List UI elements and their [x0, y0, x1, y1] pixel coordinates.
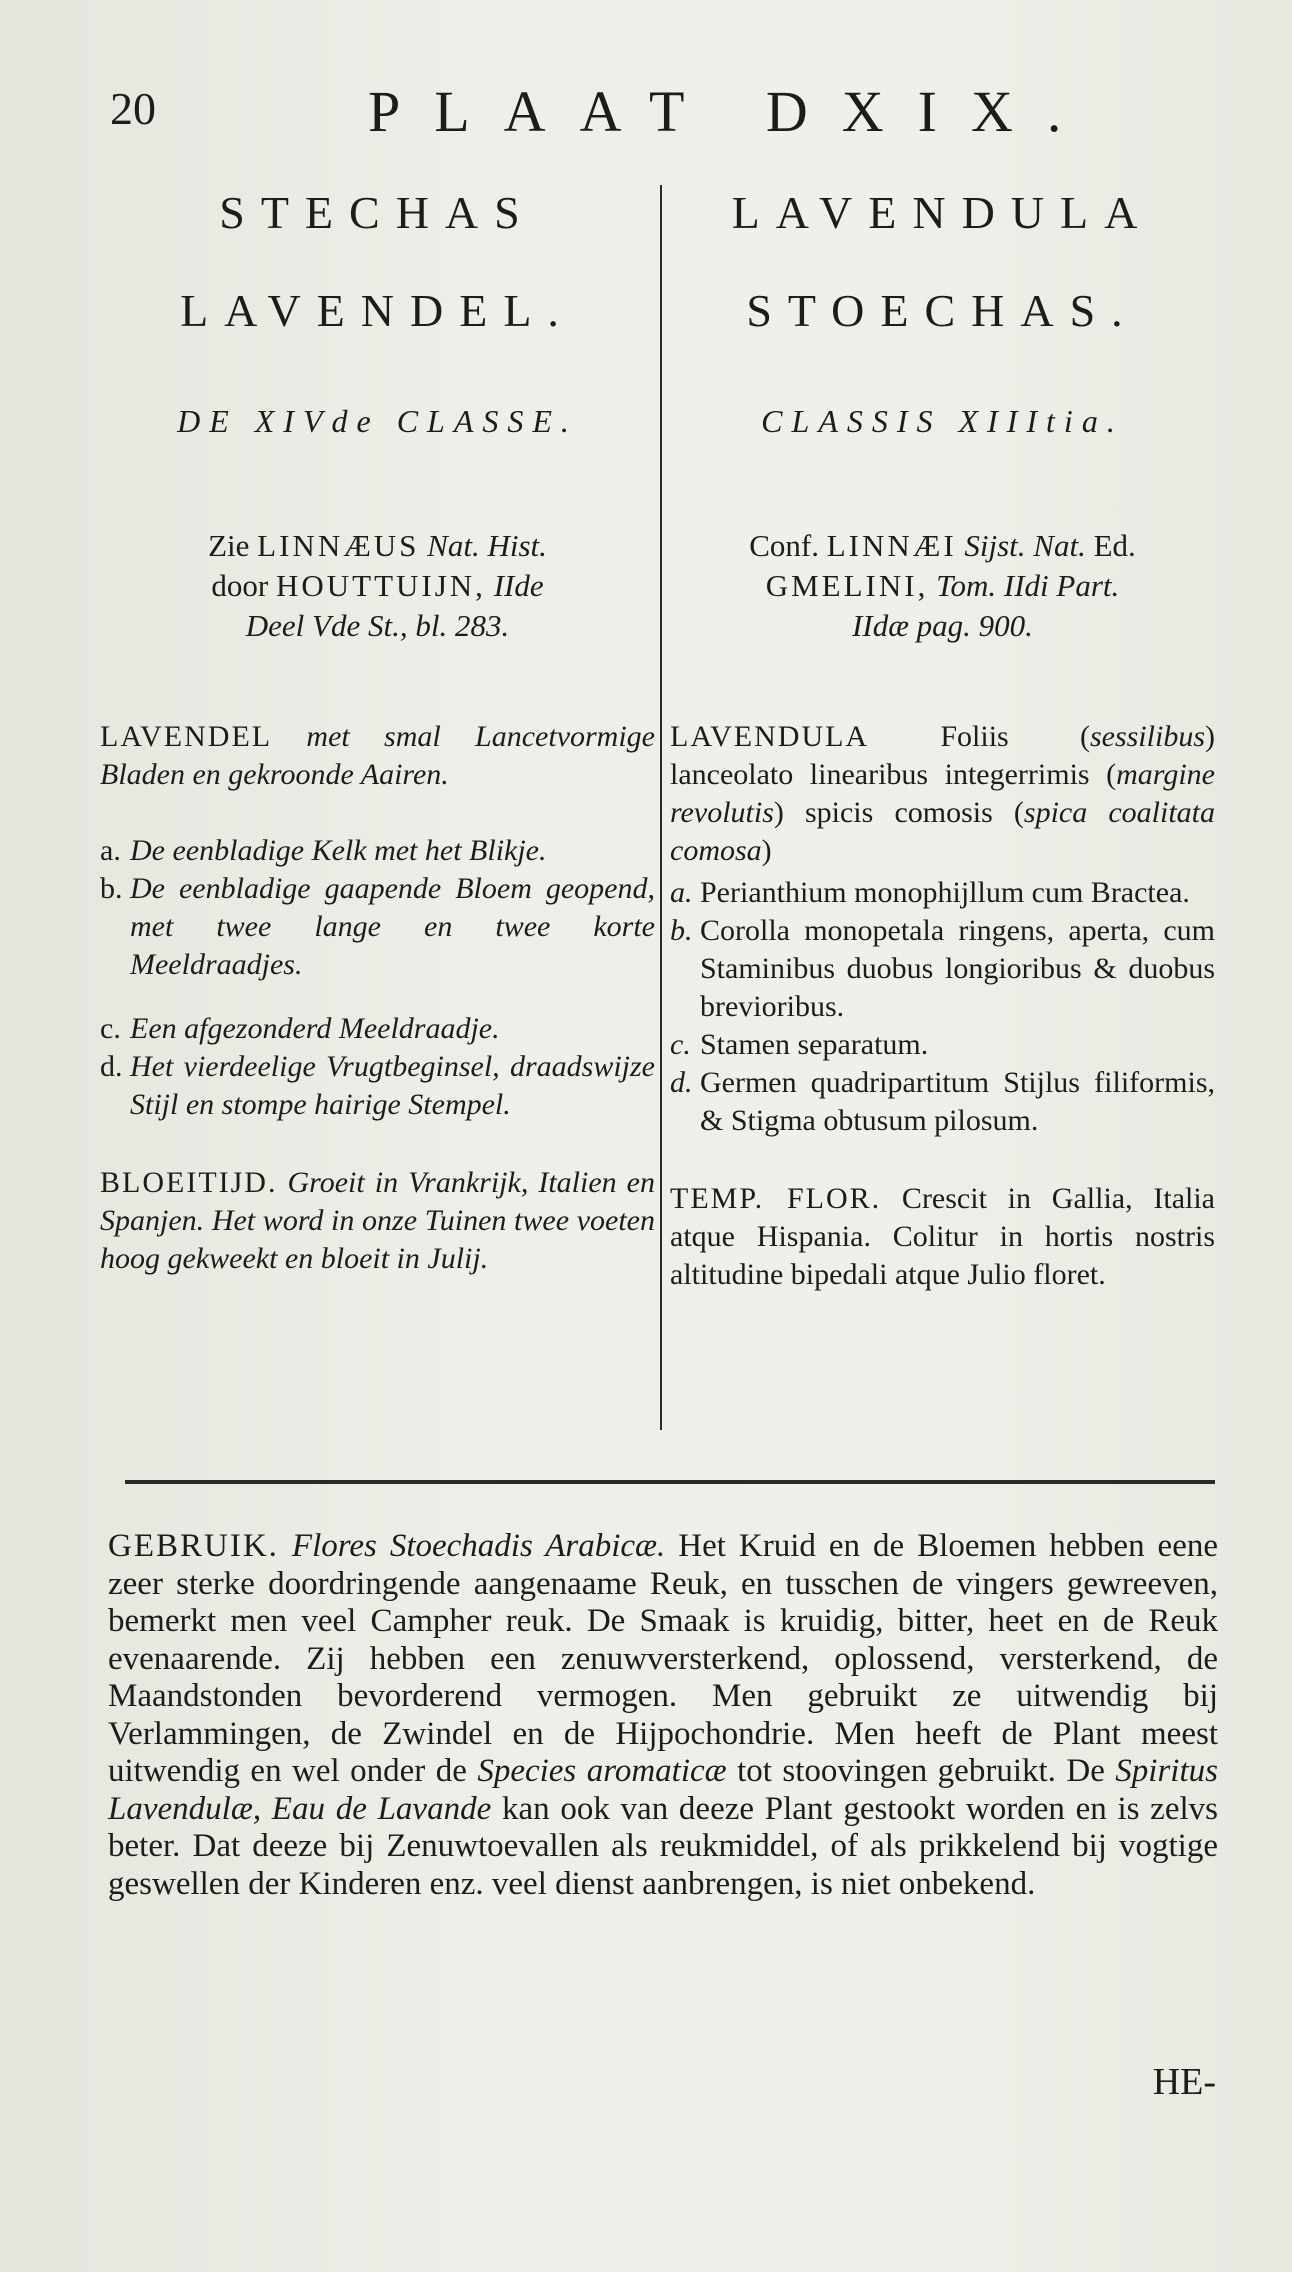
ref-volume: IIde — [485, 568, 544, 603]
desc-italic: margine revolutis — [670, 758, 1215, 829]
desc-genus: LAVENDEL — [100, 720, 273, 753]
ref-author: LINNÆI — [826, 528, 957, 563]
dutch-title-line1: STECHAS — [219, 187, 536, 238]
flowering-label: TEMP. FLOR. — [670, 1182, 882, 1215]
legend-text: Het vierdeelige Vrugtbeginsel, draadswijze Stijl en stompe hairige Stempel. — [130, 1050, 655, 1121]
desc-text: ) spicis comosis ( — [773, 796, 1024, 829]
legend-item — [100, 832, 655, 870]
legend-text: Een afgezonderd Meeldraadje. — [130, 1012, 500, 1045]
latin-title-line2: STOECHAS. — [746, 285, 1139, 336]
legend-label: a. — [670, 876, 693, 909]
legend-item — [100, 1010, 655, 1048]
desc-text: Foliis ( — [869, 720, 1090, 753]
ref-editor: GMELINI, — [765, 568, 929, 603]
legend-text: De eenbladige Kelk met het Blikje. — [130, 834, 547, 867]
dutch-classe: DE XIVde CLASSE. — [177, 403, 578, 439]
legend-text: Perianthium monophijllum cum Bractea. — [700, 876, 1190, 909]
legend-item — [100, 870, 655, 984]
ref-author: HOUTTUIJN, — [275, 568, 486, 603]
legend-text: De eenbladige gaapende Bloem geopend, met twee lange en twee korte Meeldraadjes. — [130, 872, 655, 981]
ref-text: Zie — [208, 528, 258, 563]
flowering-text: Groeit in Vrankrijk, Italien en Spanjen. Het word in onze Tuinen twee voeten hoog gekweekt en bloeit in Julij. — [100, 1166, 655, 1275]
catchword: HE- — [1152, 2061, 1216, 2103]
legend-item — [670, 912, 1215, 1026]
latin-description — [670, 718, 1215, 870]
desc-italic: spica coalitata comosa — [670, 796, 1215, 867]
usage-italic: Species aromaticæ — [477, 1753, 727, 1789]
legend-label: a. — [100, 834, 121, 867]
legend-label: c. — [100, 1012, 121, 1045]
legend-label: c. — [670, 1028, 691, 1061]
flowering-text: Crescit in Gallia, Italia atque Hispania. Colitur in hortis nostris altitudine bipedali atque Julio floret. — [670, 1182, 1215, 1291]
legend-item — [100, 1048, 655, 1124]
latin-figure-legend — [670, 874, 1215, 1140]
flowering-label: BLOEITIJD. — [100, 1166, 278, 1199]
ref-text: Ed. — [1085, 528, 1136, 563]
dutch-column — [100, 175, 655, 1278]
legend-text: Corolla monopetala ringens, aperta, cum Staminibus duobus longioribus & duobus brevioribus. — [700, 914, 1215, 1023]
desc-text: ) — [761, 834, 772, 867]
dutch-description — [100, 718, 655, 794]
legend-label: d. — [670, 1066, 693, 1099]
legend-text: Stamen separatum. — [700, 1028, 929, 1061]
usage-text: Het Kruid en de Bloemen hebben eene zeer sterke doordringende aangenaame Reuk, en tusschen de vingers gewreeven, bemerkt men veel Campher reuk. De Smaak is kruidig, bitter, heet en de Reuk evenaarende. Zij hebben een zenuwversterkend, oplossend, versterkend, de Maandstonden bevorderend vermogen. Men gebruikt ze uitwendig bij Verlammingen, de Zwindel en de Hijpochondrie. Men heeft de Plant meest uitwendig en wel onder de — [108, 1528, 1219, 1789]
ref-author: LINNÆUS — [257, 528, 420, 563]
legend-label: b. — [100, 872, 123, 905]
latin-classis: CLASSIS XIIItia. — [761, 403, 1124, 439]
ref-pages: IIdæ pag. 900. — [852, 608, 1033, 643]
section-rule — [125, 1480, 1215, 1484]
page-number: 20 — [110, 83, 156, 134]
desc-text: ) lanceolato linearibus integerrimis ( — [670, 720, 1215, 791]
dutch-figure-legend — [100, 832, 655, 1124]
ref-work: Nat. Hist. — [419, 528, 547, 563]
legend-label: d. — [100, 1050, 123, 1083]
legend-label: b. — [670, 914, 693, 947]
usage-text: tot stoovingen gebruikt. De — [726, 1753, 1116, 1789]
usage-text: kan ook van deeze Plant gestookt worden en is zelvs beter. Dat deeze bij Zenuwtoevallen als reukmiddel, of als prikkelend bij vogtige geswellen der Kinderen enz. veel dienst aanbrengen, is niet onbekend. — [108, 1790, 1218, 1902]
ref-text: door — [211, 568, 276, 603]
desc-text: met smal Lancetvormige Bladen en gekroonde Aairen. — [100, 720, 655, 791]
ref-pages: Deel Vde St., bl. 283. — [245, 608, 510, 643]
legend-item — [670, 1064, 1215, 1140]
usage-paragraph — [108, 1528, 1218, 1903]
usage-italic: Flores Stoechadis Arabicæ. — [278, 1528, 666, 1564]
desc-genus: LAVENDULA — [670, 720, 870, 753]
legend-text: Germen quadripartitum Stijlus filiformis, & Stigma obtusum pilosum. — [700, 1066, 1215, 1137]
legend-item — [670, 1026, 1215, 1064]
running-head: PLAAT DXIX. — [368, 79, 1096, 144]
dutch-reference — [100, 526, 655, 646]
page-header — [110, 78, 1240, 148]
latin-column — [670, 175, 1215, 1294]
latin-reference — [670, 526, 1215, 646]
desc-italic: sessilibus — [1089, 720, 1205, 753]
legend-item — [670, 874, 1215, 912]
usage-italic: Spiritus Lavendulæ, Eau de Lavande — [108, 1753, 1218, 1827]
latin-flowering-time — [670, 1180, 1215, 1294]
column-divider — [660, 185, 662, 1430]
usage-label: GEBRUIK. — [108, 1528, 279, 1564]
ref-volume: Tom. IIdi Part. — [928, 568, 1120, 603]
latin-title-line1: LAVENDULA — [731, 187, 1154, 238]
ref-text: Conf. — [749, 528, 827, 563]
ref-work: Sijst. Nat. — [956, 528, 1086, 563]
dutch-flowering-time — [100, 1164, 655, 1278]
dutch-title-line2: LAVENDEL. — [180, 285, 575, 336]
